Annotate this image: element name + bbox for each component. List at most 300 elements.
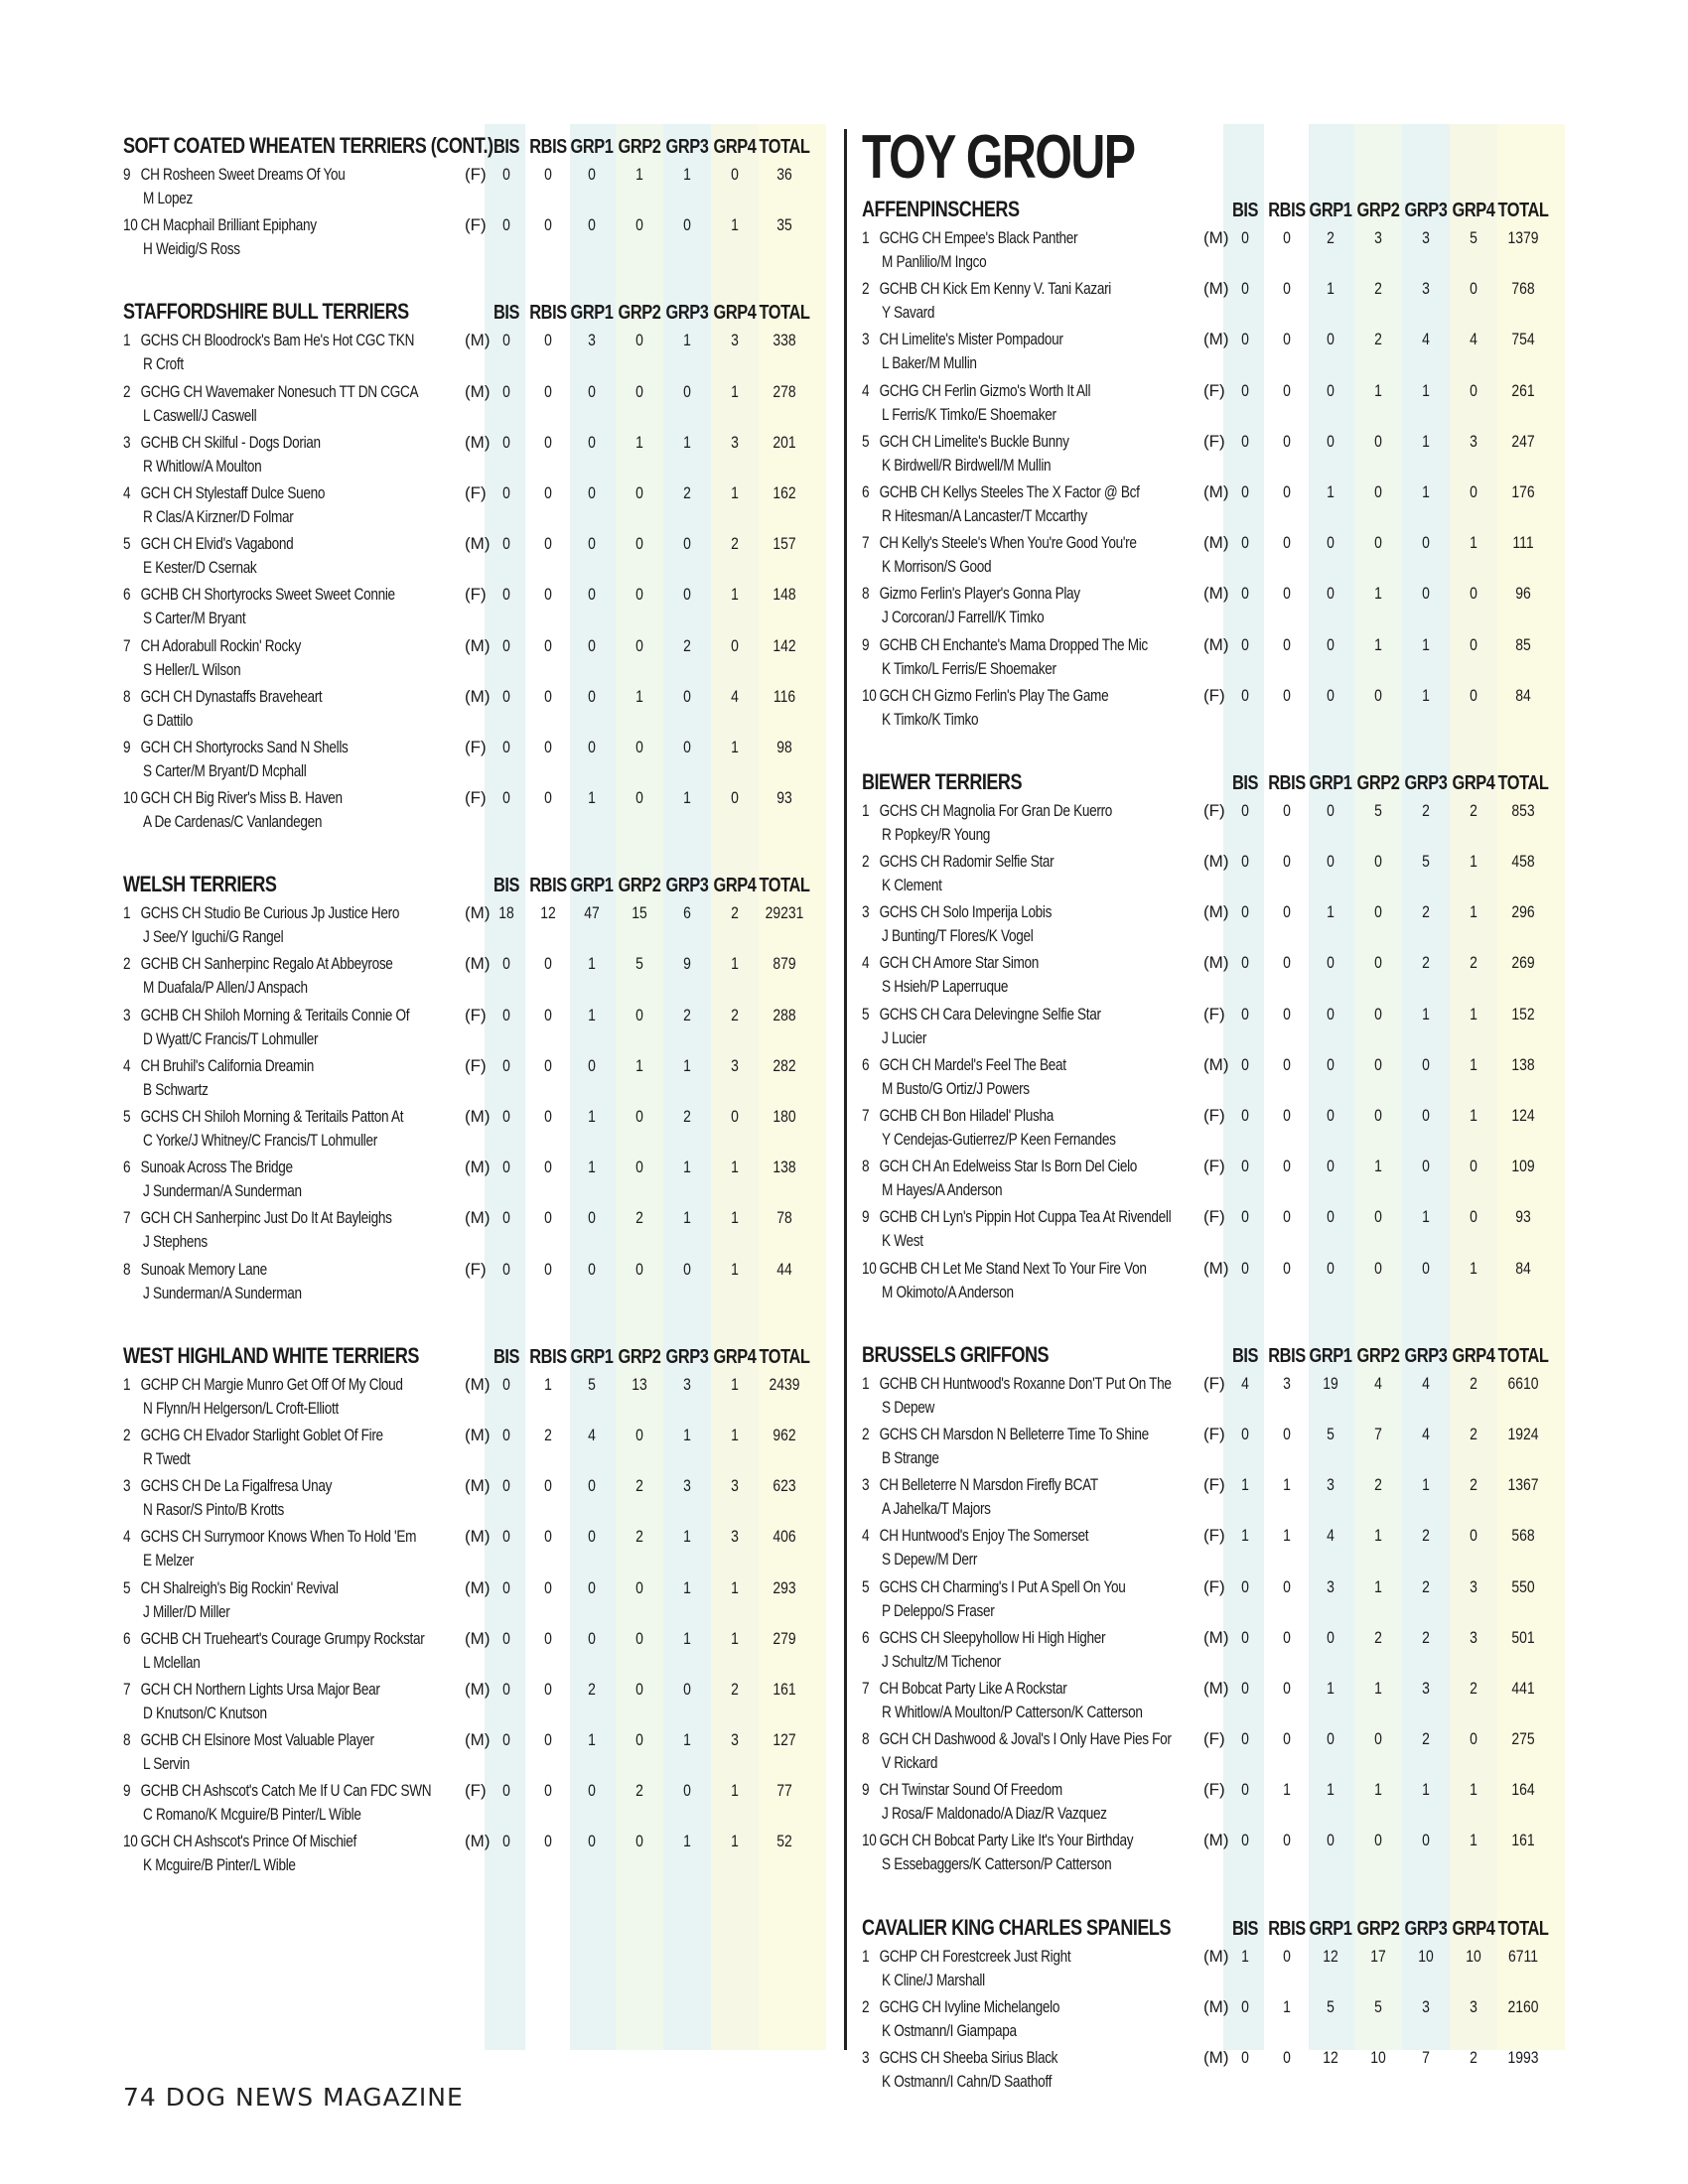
stat-value: 0 bbox=[1283, 1946, 1291, 1966]
stat-value: 1 bbox=[683, 1055, 691, 1075]
column-header-label: RBIS bbox=[1268, 1344, 1306, 1367]
dog-line bbox=[862, 432, 1069, 452]
stat-value: 0 bbox=[588, 1259, 596, 1279]
stat-value: 0 bbox=[502, 1781, 510, 1801]
stat-value: 0 bbox=[1283, 634, 1291, 654]
dog-name: GCHS CH Studio Be Curious Jp Justice Hero bbox=[140, 903, 400, 923]
rank-number: 5 bbox=[862, 1576, 870, 1596]
column-header-label: GRP3 bbox=[665, 136, 709, 158]
dog-name: GCHS CH De La Figalfresa Unay bbox=[140, 1476, 333, 1496]
dog-line bbox=[123, 1158, 293, 1177]
stat-value: 0 bbox=[1327, 685, 1335, 705]
stat-value: 0 bbox=[1241, 852, 1249, 872]
rank-number: 9 bbox=[862, 1207, 870, 1227]
dog-line bbox=[123, 738, 349, 757]
stat-value: 109 bbox=[1511, 1157, 1535, 1176]
sex-label: (M) bbox=[1203, 902, 1229, 922]
stat-value: 1 bbox=[1241, 1526, 1249, 1546]
stat-value: 296 bbox=[1511, 902, 1535, 922]
stat-value: 0 bbox=[502, 482, 510, 502]
dog-name: GCH CH Bobcat Party Like It's Your Birthday bbox=[879, 1831, 1134, 1850]
stat-value: 0 bbox=[544, 954, 552, 974]
stat-value: 0 bbox=[1283, 1424, 1291, 1443]
owner-names: S Carter/M Bryant bbox=[143, 609, 246, 628]
column-header-label: RBIS bbox=[529, 136, 567, 158]
stat-value: 0 bbox=[683, 1259, 691, 1279]
column-header-label: RBIS bbox=[529, 1345, 567, 1368]
owner-names: N Rasor/S Pinto/B Krotts bbox=[143, 1500, 284, 1520]
stat-value: 0 bbox=[588, 1527, 596, 1547]
stat-value: 0 bbox=[544, 1577, 552, 1597]
dog-name: GCH CH An Edelweiss Star Is Born Del Cielo bbox=[879, 1157, 1138, 1176]
dog-line bbox=[862, 635, 1148, 655]
table-row bbox=[862, 1257, 1567, 1307]
stat-value: 44 bbox=[776, 1259, 792, 1279]
stat-value: 0 bbox=[1283, 852, 1291, 872]
dog-line bbox=[862, 902, 1052, 922]
stat-value: 0 bbox=[683, 1781, 691, 1801]
stat-value: 0 bbox=[1241, 1678, 1249, 1698]
table-row bbox=[123, 1474, 830, 1525]
stat-value: 0 bbox=[544, 432, 552, 452]
table-row bbox=[123, 532, 830, 583]
table-row bbox=[123, 329, 830, 379]
stat-value: 5 bbox=[635, 954, 643, 974]
column-header-label: BIS bbox=[492, 136, 520, 158]
stat-value: 0 bbox=[588, 1476, 596, 1496]
stat-value: 35 bbox=[776, 215, 792, 235]
stat-value: 0 bbox=[1241, 1106, 1249, 1125]
dog-name: GCHG CH Elvador Starlight Goblet Of Fire bbox=[140, 1425, 383, 1444]
stat-value: 1379 bbox=[1507, 228, 1539, 247]
stat-value: 2 bbox=[731, 534, 739, 554]
stat-value: 1 bbox=[683, 1527, 691, 1547]
stat-value: 288 bbox=[773, 1005, 796, 1024]
stat-value: 0 bbox=[635, 1577, 643, 1597]
table-row bbox=[123, 1206, 830, 1257]
stat-value: 2 bbox=[1470, 1373, 1477, 1393]
sex-label: (F) bbox=[465, 1005, 487, 1024]
rank-number: 7 bbox=[123, 635, 131, 655]
stat-value: 2 bbox=[1422, 1526, 1430, 1546]
stat-value: 0 bbox=[502, 1055, 510, 1075]
stat-value: 0 bbox=[1283, 953, 1291, 973]
stat-value: 458 bbox=[1511, 852, 1535, 872]
stat-value: 2 bbox=[1470, 800, 1477, 820]
sex-label: (M) bbox=[465, 903, 491, 923]
dog-line bbox=[123, 1629, 424, 1649]
stat-value: 1 bbox=[731, 1781, 739, 1801]
rank-number: 7 bbox=[862, 1678, 870, 1698]
table-row bbox=[862, 379, 1567, 430]
dog-name: GCHB CH Enchante's Mama Dropped The Mic bbox=[879, 634, 1148, 654]
stat-value: 0 bbox=[1470, 1526, 1477, 1546]
table-row bbox=[862, 1778, 1567, 1829]
owner-names: R Whitlow/A Moulton/P Catterson/K Catterson bbox=[882, 1702, 1143, 1721]
rank-number: 2 bbox=[862, 852, 870, 872]
stat-value: 138 bbox=[773, 1158, 796, 1177]
sex-label: (M) bbox=[1203, 1996, 1229, 2016]
stat-value: 0 bbox=[1470, 481, 1477, 501]
dog-name: GCHS CH Shiloh Morning & Teritails Patton At bbox=[140, 1107, 404, 1126]
stat-value: 0 bbox=[683, 585, 691, 605]
sex-label: (M) bbox=[465, 954, 491, 974]
owner-names: P Deleppo/S Fraser bbox=[882, 1600, 995, 1620]
stat-value: 17 bbox=[1370, 1946, 1386, 1966]
table-row bbox=[862, 900, 1567, 951]
stat-value: 2 bbox=[683, 482, 691, 502]
stat-value: 1 bbox=[1241, 1946, 1249, 1966]
owner-names: G Dattilo bbox=[143, 710, 194, 730]
owner-names: L Caswell/J Caswell bbox=[143, 405, 257, 425]
stat-value: 1 bbox=[1470, 852, 1477, 872]
stat-value: 0 bbox=[544, 1832, 552, 1851]
dog-line bbox=[862, 1005, 1101, 1024]
stat-value: 0 bbox=[588, 737, 596, 756]
table-row bbox=[862, 799, 1567, 850]
stat-value: 2160 bbox=[1507, 1996, 1539, 2016]
sex-label: (F) bbox=[1203, 1729, 1225, 1749]
stat-value: 0 bbox=[1283, 1054, 1291, 1074]
sex-label: (M) bbox=[1203, 634, 1229, 654]
stat-value: 0 bbox=[544, 1781, 552, 1801]
stat-value: 7 bbox=[1422, 2048, 1430, 2067]
stat-value: 0 bbox=[1327, 852, 1335, 872]
stat-value: 1 bbox=[731, 1425, 739, 1444]
stat-value: 0 bbox=[544, 788, 552, 808]
dog-name: GCHS CH Sleepyhollow Hi High Higher bbox=[879, 1627, 1106, 1647]
rank-number: 10 bbox=[862, 685, 877, 705]
stat-value: 1 bbox=[544, 1374, 552, 1394]
stat-value: 0 bbox=[1283, 1207, 1291, 1227]
stat-value: 1 bbox=[1470, 1780, 1477, 1800]
owner-names: E Kester/D Csernak bbox=[143, 558, 257, 578]
rank-number: 8 bbox=[123, 686, 131, 706]
sex-label: (F) bbox=[1203, 431, 1225, 451]
stat-value: 0 bbox=[502, 215, 510, 235]
stat-value: 4 bbox=[1422, 1373, 1430, 1393]
sex-label: (F) bbox=[1203, 1576, 1225, 1596]
stat-value: 0 bbox=[1422, 1831, 1430, 1850]
stat-value: 0 bbox=[683, 534, 691, 554]
dog-name: GCH CH Amore Star Simon bbox=[879, 953, 1040, 973]
stat-value: 0 bbox=[1422, 1258, 1430, 1278]
owner-names: L Baker/M Mullin bbox=[882, 353, 977, 373]
breed-section bbox=[123, 131, 830, 264]
column-header-label: TOTAL bbox=[759, 875, 810, 897]
stat-value: 550 bbox=[1511, 1576, 1535, 1596]
stat-value: 12 bbox=[1323, 1946, 1338, 1966]
column-header-label: RBIS bbox=[529, 875, 567, 897]
dog-name: CH Bobcat Party Like A Rockstar bbox=[879, 1678, 1067, 1698]
sex-label: (M) bbox=[465, 1425, 491, 1444]
stat-value: 1 bbox=[1374, 1576, 1382, 1596]
stat-value: 78 bbox=[776, 1208, 792, 1228]
rank-number: 6 bbox=[123, 585, 131, 605]
stat-value: 1 bbox=[1422, 1780, 1430, 1800]
dog-name: GCHB CH Elsinore Most Valuable Player bbox=[140, 1730, 374, 1750]
stat-value: 0 bbox=[635, 1158, 643, 1177]
rank-number: 2 bbox=[123, 954, 131, 974]
stat-value: 96 bbox=[1515, 584, 1531, 604]
sex-label: (M) bbox=[1203, 1946, 1229, 1966]
breed-name: CAVALIER KING CHARLES SPANIELS bbox=[862, 1914, 1171, 1940]
stat-value: 0 bbox=[1422, 1157, 1430, 1176]
rank-number: 1 bbox=[862, 800, 870, 820]
owner-names: C Romano/K Mcguire/B Pinter/L Wible bbox=[143, 1805, 361, 1825]
owner-names: N Flynn/H Helgerson/L Croft-Elliott bbox=[143, 1398, 339, 1418]
stat-value: 5 bbox=[1327, 1996, 1335, 2016]
stat-value: 0 bbox=[1327, 330, 1335, 349]
dog-line bbox=[123, 687, 322, 707]
dog-name: GCH CH Dashwood & Joval's I Only Have Pies For bbox=[879, 1729, 1172, 1749]
rank-number: 7 bbox=[123, 1679, 131, 1699]
dog-name: GCH CH Dynastaffs Braveheart bbox=[140, 686, 323, 706]
stat-value: 2 bbox=[731, 903, 739, 923]
stat-value: 0 bbox=[1283, 1258, 1291, 1278]
stat-value: 0 bbox=[502, 381, 510, 401]
column-header-label: GRP2 bbox=[1356, 771, 1400, 794]
dog-line bbox=[123, 1208, 392, 1228]
dog-name: GCH CH Mardel's Feel The Beat bbox=[879, 1054, 1066, 1074]
stat-value: 0 bbox=[1241, 1729, 1249, 1749]
owner-names: J Bunting/T Flores/K Vogel bbox=[882, 926, 1034, 946]
column-header-label: GRP4 bbox=[1452, 771, 1495, 794]
table-row bbox=[123, 1105, 830, 1156]
rank-number: 6 bbox=[123, 1628, 131, 1648]
stat-value: 2 bbox=[635, 1781, 643, 1801]
stat-value: 0 bbox=[635, 635, 643, 655]
rank-number: 1 bbox=[123, 903, 131, 923]
owner-names: M Lopez bbox=[143, 189, 193, 207]
rank-number: 2 bbox=[862, 1996, 870, 2016]
table-row bbox=[862, 850, 1567, 900]
column-header-label: GRP2 bbox=[618, 302, 661, 325]
rank-number: 7 bbox=[862, 533, 870, 553]
dog-name: GCH CH Northern Lights Ursa Major Bear bbox=[140, 1679, 380, 1699]
sex-label: (F) bbox=[1203, 1157, 1225, 1176]
owner-names: L Ferris/K Timko/E Shoemaker bbox=[882, 404, 1056, 424]
table-row bbox=[123, 736, 830, 786]
owner-names: R Hitesman/A Lancaster/T Mccarthy bbox=[882, 505, 1087, 525]
table-row bbox=[123, 1156, 830, 1206]
stat-value: 0 bbox=[1374, 533, 1382, 553]
dog-line bbox=[862, 1157, 1137, 1176]
rank-number: 9 bbox=[862, 634, 870, 654]
dog-line bbox=[123, 483, 325, 503]
stat-value: 0 bbox=[683, 737, 691, 756]
dog-line bbox=[862, 1425, 1149, 1444]
stat-value: 93 bbox=[1515, 1207, 1531, 1227]
stat-value: 0 bbox=[1327, 800, 1335, 820]
stat-value: 0 bbox=[544, 1730, 552, 1750]
sex-label: (F) bbox=[1203, 1004, 1225, 1024]
dog-line bbox=[123, 903, 399, 923]
stat-value: 0 bbox=[1283, 228, 1291, 247]
stat-value: 5 bbox=[588, 1374, 596, 1394]
stat-value: 2 bbox=[1374, 279, 1382, 299]
breed-name: WEST HIGHLAND WHITE TERRIERS bbox=[123, 1342, 419, 1368]
stat-value: 1 bbox=[1374, 1780, 1382, 1800]
dog-line bbox=[123, 433, 321, 453]
stat-value: 0 bbox=[1241, 584, 1249, 604]
dog-name: GCHB CH Bon Hiladel' Plusha bbox=[879, 1106, 1054, 1125]
stat-value: 0 bbox=[1327, 1627, 1335, 1647]
stat-value: 1 bbox=[731, 1628, 739, 1648]
stat-value: 3 bbox=[1422, 1678, 1430, 1698]
dog-name: GCHP CH Forestcreek Just Right bbox=[879, 1946, 1071, 1966]
stat-value: 0 bbox=[502, 954, 510, 974]
breed-name: WELSH TERRIERS bbox=[123, 872, 277, 897]
dog-name: GCH CH Shortyrocks Sand N Shells bbox=[140, 737, 349, 756]
dog-name: CH Limelite's Mister Pompadour bbox=[879, 330, 1063, 349]
stat-value: 0 bbox=[1283, 1729, 1291, 1749]
table-row bbox=[862, 1053, 1567, 1104]
table-row bbox=[862, 951, 1567, 1002]
dog-name: GCH CH Elvid's Vagabond bbox=[140, 534, 294, 554]
owner-names: M Hayes/A Anderson bbox=[882, 1180, 1003, 1200]
rank-number: 8 bbox=[862, 584, 870, 604]
stat-value: 0 bbox=[502, 585, 510, 605]
stat-value: 0 bbox=[635, 1425, 643, 1444]
dog-line bbox=[862, 1729, 1172, 1749]
stat-value: 2 bbox=[1374, 1627, 1382, 1647]
column-header-label: GRP1 bbox=[1309, 771, 1352, 794]
stat-value: 1 bbox=[1374, 634, 1382, 654]
dog-line bbox=[123, 1006, 409, 1025]
stat-value: 0 bbox=[502, 788, 510, 808]
stat-value: 1 bbox=[1422, 1004, 1430, 1024]
dog-line bbox=[862, 1106, 1054, 1126]
stat-value: 111 bbox=[1512, 533, 1534, 553]
column-header-label: RBIS bbox=[1268, 1917, 1306, 1940]
column-header-label: GRP1 bbox=[1309, 1917, 1352, 1940]
owner-names: S Depew bbox=[882, 1397, 934, 1417]
stat-value: 879 bbox=[773, 954, 796, 974]
stat-value: 1 bbox=[1283, 1996, 1291, 2016]
stat-value: 754 bbox=[1511, 330, 1535, 349]
dog-name: GCHG CH Empee's Black Panther bbox=[879, 228, 1078, 247]
stat-value: 0 bbox=[1283, 902, 1291, 922]
stat-value: 0 bbox=[544, 1628, 552, 1648]
stat-value: 2 bbox=[1374, 330, 1382, 349]
stat-value: 2 bbox=[1470, 1424, 1477, 1443]
stat-value: 0 bbox=[544, 331, 552, 350]
table-row bbox=[862, 1945, 1567, 1995]
dog-name: GCHS CH Magnolia For Gran De Kuerro bbox=[879, 800, 1113, 820]
stat-value: 0 bbox=[502, 1832, 510, 1851]
table-row bbox=[123, 1678, 830, 1728]
owner-names: R Popkey/R Young bbox=[882, 824, 991, 844]
stat-value: 0 bbox=[1241, 800, 1249, 820]
stat-value: 0 bbox=[1327, 1004, 1335, 1024]
stat-value: 0 bbox=[1470, 1157, 1477, 1176]
sex-label: (F) bbox=[465, 165, 487, 184]
stat-value: 2 bbox=[1422, 800, 1430, 820]
dog-line bbox=[862, 381, 1090, 401]
stat-value: 3 bbox=[731, 1055, 739, 1075]
stat-value: 0 bbox=[1283, 279, 1291, 299]
breed-section bbox=[123, 297, 830, 837]
stat-value: 0 bbox=[502, 1107, 510, 1126]
rank-number: 6 bbox=[123, 1158, 131, 1177]
dog-name: GCH CH Ashscot's Prince Of Mischief bbox=[140, 1832, 356, 1851]
owner-names: J See/Y Iguchi/G Rangel bbox=[143, 927, 284, 947]
table-row bbox=[862, 582, 1567, 632]
table-row bbox=[862, 1155, 1567, 1205]
sex-label: (F) bbox=[465, 737, 487, 756]
owner-names: S Heller/L Wilson bbox=[143, 659, 241, 679]
breed-header bbox=[862, 195, 1567, 226]
stat-value: 1 bbox=[1470, 1054, 1477, 1074]
stat-value: 1 bbox=[683, 165, 691, 184]
stat-value: 1 bbox=[731, 1832, 739, 1851]
owner-names: Y Cendejas-Gutierrez/P Keen Fernandes bbox=[882, 1130, 1116, 1149]
stat-value: 0 bbox=[1241, 1424, 1249, 1443]
stat-value: 0 bbox=[1241, 634, 1249, 654]
table-row bbox=[123, 786, 830, 837]
stat-value: 3 bbox=[1422, 228, 1430, 247]
stat-value: 0 bbox=[588, 1208, 596, 1228]
stat-value: 0 bbox=[544, 482, 552, 502]
stat-value: 1 bbox=[1241, 1475, 1249, 1495]
stat-value: 47 bbox=[584, 903, 600, 923]
stat-value: 0 bbox=[1241, 1258, 1249, 1278]
stat-value: 1 bbox=[1422, 1475, 1430, 1495]
rank-number: 3 bbox=[123, 1005, 131, 1024]
owner-names: M Duafala/P Allen/J Anspach bbox=[143, 978, 308, 998]
stat-value: 3 bbox=[1470, 1627, 1477, 1647]
stat-value: 2 bbox=[635, 1208, 643, 1228]
sex-label: (M) bbox=[465, 635, 491, 655]
sex-label: (M) bbox=[465, 432, 491, 452]
stat-value: 0 bbox=[1470, 1207, 1477, 1227]
dog-name: GCHB CH Skilful - Dogs Dorian bbox=[140, 432, 321, 452]
dog-line bbox=[123, 788, 343, 808]
stat-value: 1 bbox=[635, 686, 643, 706]
stat-value: 2 bbox=[1374, 1475, 1382, 1495]
owner-names: K Birdwell/R Birdwell/M Mullin bbox=[882, 455, 1052, 475]
dog-line bbox=[123, 534, 293, 554]
stat-value: 0 bbox=[1283, 1106, 1291, 1125]
breed-name: STAFFORDSHIRE BULL TERRIERS bbox=[123, 299, 409, 325]
stat-value: 261 bbox=[1511, 380, 1535, 400]
stat-value: 0 bbox=[502, 534, 510, 554]
owner-names: M Okimoto/A Anderson bbox=[882, 1282, 1014, 1301]
stat-value: 2 bbox=[588, 1679, 596, 1699]
stat-value: 3 bbox=[1470, 1996, 1477, 2016]
table-row bbox=[862, 2046, 1567, 2097]
column-header-label: TOTAL bbox=[1497, 1917, 1549, 1940]
breed-name: SOFT COATED WHEATEN TERRIERS (CONT.) bbox=[123, 133, 493, 158]
sex-label: (F) bbox=[465, 1055, 487, 1075]
stat-value: 3 bbox=[1422, 279, 1430, 299]
stat-value: 0 bbox=[502, 1628, 510, 1648]
stat-value: 0 bbox=[1241, 279, 1249, 299]
stat-value: 1 bbox=[731, 482, 739, 502]
stat-value: 0 bbox=[1283, 1576, 1291, 1596]
owner-names: K Mcguire/B Pinter/L Wible bbox=[143, 1855, 296, 1875]
stat-value: 1 bbox=[1422, 380, 1430, 400]
stat-value: 0 bbox=[1327, 953, 1335, 973]
dog-name: CH Macphail Brilliant Epiphany bbox=[140, 215, 317, 235]
dog-line bbox=[862, 1577, 1125, 1597]
owner-names: A De Cardenas/C Vanlandegen bbox=[143, 812, 323, 832]
stat-value: 176 bbox=[1511, 481, 1535, 501]
stat-value: 0 bbox=[1283, 2048, 1291, 2067]
stat-value: 0 bbox=[1283, 584, 1291, 604]
stat-value: 1 bbox=[1374, 380, 1382, 400]
